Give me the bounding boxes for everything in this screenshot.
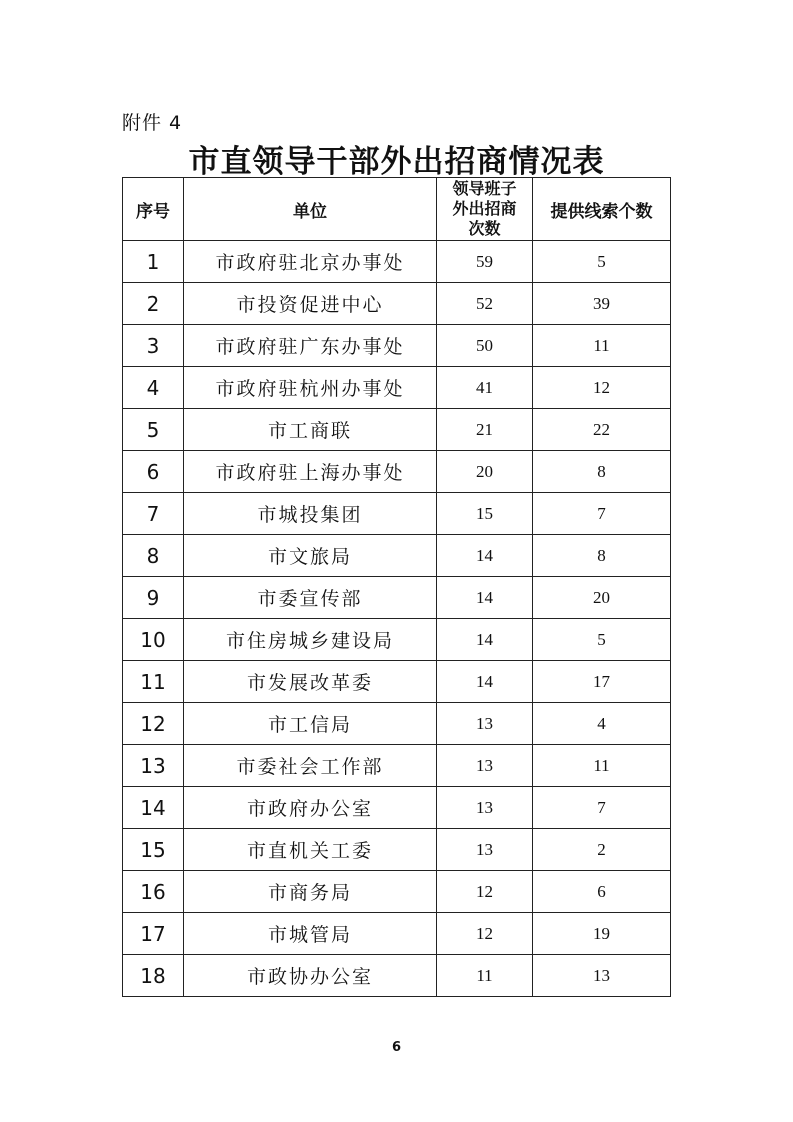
cell-leads: 11 (533, 325, 671, 367)
cell-unit: 市委宣传部 (184, 577, 437, 619)
cell-leads: 17 (533, 661, 671, 703)
cell-leads: 39 (533, 283, 671, 325)
cell-unit: 市文旅局 (184, 535, 437, 577)
table-row (123, 325, 671, 367)
cell-trips: 15 (437, 493, 533, 535)
table-row (123, 577, 671, 619)
table-row (123, 955, 671, 997)
cell-unit: 市投资促进中心 (184, 283, 437, 325)
investment-table (122, 177, 671, 997)
header-unit: 单位 (184, 178, 437, 241)
table-row (123, 829, 671, 871)
cell-trips: 52 (437, 283, 533, 325)
cell-leads: 13 (533, 955, 671, 997)
cell-leads: 12 (533, 367, 671, 409)
cell-unit: 市城投集团 (184, 493, 437, 535)
cell-seq: 11 (123, 661, 184, 703)
cell-seq: 10 (123, 619, 184, 661)
cell-leads: 5 (533, 241, 671, 283)
cell-unit: 市工信局 (184, 703, 437, 745)
cell-leads: 7 (533, 787, 671, 829)
cell-leads: 20 (533, 577, 671, 619)
cell-leads: 4 (533, 703, 671, 745)
table-row (123, 661, 671, 703)
cell-trips: 21 (437, 409, 533, 451)
cell-leads: 6 (533, 871, 671, 913)
document-title: 市直领导干部外出招商情况表 (188, 144, 605, 180)
cell-trips: 13 (437, 829, 533, 871)
table-header-row (123, 178, 671, 241)
table-row (123, 283, 671, 325)
cell-trips: 14 (437, 577, 533, 619)
cell-trips: 12 (437, 871, 533, 913)
table-row (123, 745, 671, 787)
cell-seq: 18 (123, 955, 184, 997)
cell-leads: 8 (533, 535, 671, 577)
header-seq: 序号 (123, 178, 184, 241)
header-leads: 提供线索个数 (533, 178, 671, 241)
cell-leads: 7 (533, 493, 671, 535)
cell-trips: 14 (437, 535, 533, 577)
cell-seq: 13 (123, 745, 184, 787)
cell-trips: 14 (437, 661, 533, 703)
header-trips-line2: 外出招商 (452, 199, 517, 218)
cell-seq: 16 (123, 871, 184, 913)
cell-seq: 17 (123, 913, 184, 955)
cell-unit: 市政府办公室 (184, 787, 437, 829)
cell-trips: 20 (437, 451, 533, 493)
cell-seq: 8 (123, 535, 184, 577)
cell-seq: 4 (123, 367, 184, 409)
cell-seq: 6 (123, 451, 184, 493)
cell-unit: 市直机关工委 (184, 829, 437, 871)
cell-trips: 13 (437, 745, 533, 787)
cell-seq: 1 (123, 241, 184, 283)
cell-trips: 11 (437, 955, 533, 997)
table-row (123, 703, 671, 745)
table-row (123, 451, 671, 493)
table-row (123, 241, 671, 283)
header-trips-line1: 领导班子 (452, 179, 517, 198)
cell-unit: 市住房城乡建设局 (184, 619, 437, 661)
cell-seq: 3 (123, 325, 184, 367)
table-row (123, 619, 671, 661)
cell-seq: 14 (123, 787, 184, 829)
header-trips (437, 178, 533, 241)
attachment-label: 附件 4 (122, 112, 183, 134)
table-row (123, 535, 671, 577)
cell-leads: 19 (533, 913, 671, 955)
table-row (123, 493, 671, 535)
cell-trips: 13 (437, 787, 533, 829)
cell-leads: 11 (533, 745, 671, 787)
cell-trips: 59 (437, 241, 533, 283)
cell-trips: 41 (437, 367, 533, 409)
cell-unit: 市城管局 (184, 913, 437, 955)
cell-trips: 12 (437, 913, 533, 955)
cell-unit: 市商务局 (184, 871, 437, 913)
cell-seq: 2 (123, 283, 184, 325)
cell-seq: 9 (123, 577, 184, 619)
cell-unit: 市工商联 (184, 409, 437, 451)
cell-unit: 市发展改革委 (184, 661, 437, 703)
cell-unit: 市政府驻杭州办事处 (184, 367, 437, 409)
cell-leads: 2 (533, 829, 671, 871)
cell-trips: 50 (437, 325, 533, 367)
cell-leads: 22 (533, 409, 671, 451)
cell-seq: 15 (123, 829, 184, 871)
header-trips-line3: 次数 (468, 219, 501, 238)
cell-seq: 12 (123, 703, 184, 745)
cell-leads: 8 (533, 451, 671, 493)
table-body (123, 241, 671, 997)
table-row (123, 913, 671, 955)
cell-seq: 7 (123, 493, 184, 535)
table-row (123, 409, 671, 451)
table-row (123, 871, 671, 913)
page-number: 6 (391, 1040, 402, 1055)
cell-trips: 13 (437, 703, 533, 745)
cell-unit: 市委社会工作部 (184, 745, 437, 787)
cell-leads: 5 (533, 619, 671, 661)
table-row (123, 367, 671, 409)
cell-unit: 市政府驻北京办事处 (184, 241, 437, 283)
cell-trips: 14 (437, 619, 533, 661)
cell-unit: 市政协办公室 (184, 955, 437, 997)
table-row (123, 787, 671, 829)
cell-unit: 市政府驻广东办事处 (184, 325, 437, 367)
cell-unit: 市政府驻上海办事处 (184, 451, 437, 493)
cell-seq: 5 (123, 409, 184, 451)
